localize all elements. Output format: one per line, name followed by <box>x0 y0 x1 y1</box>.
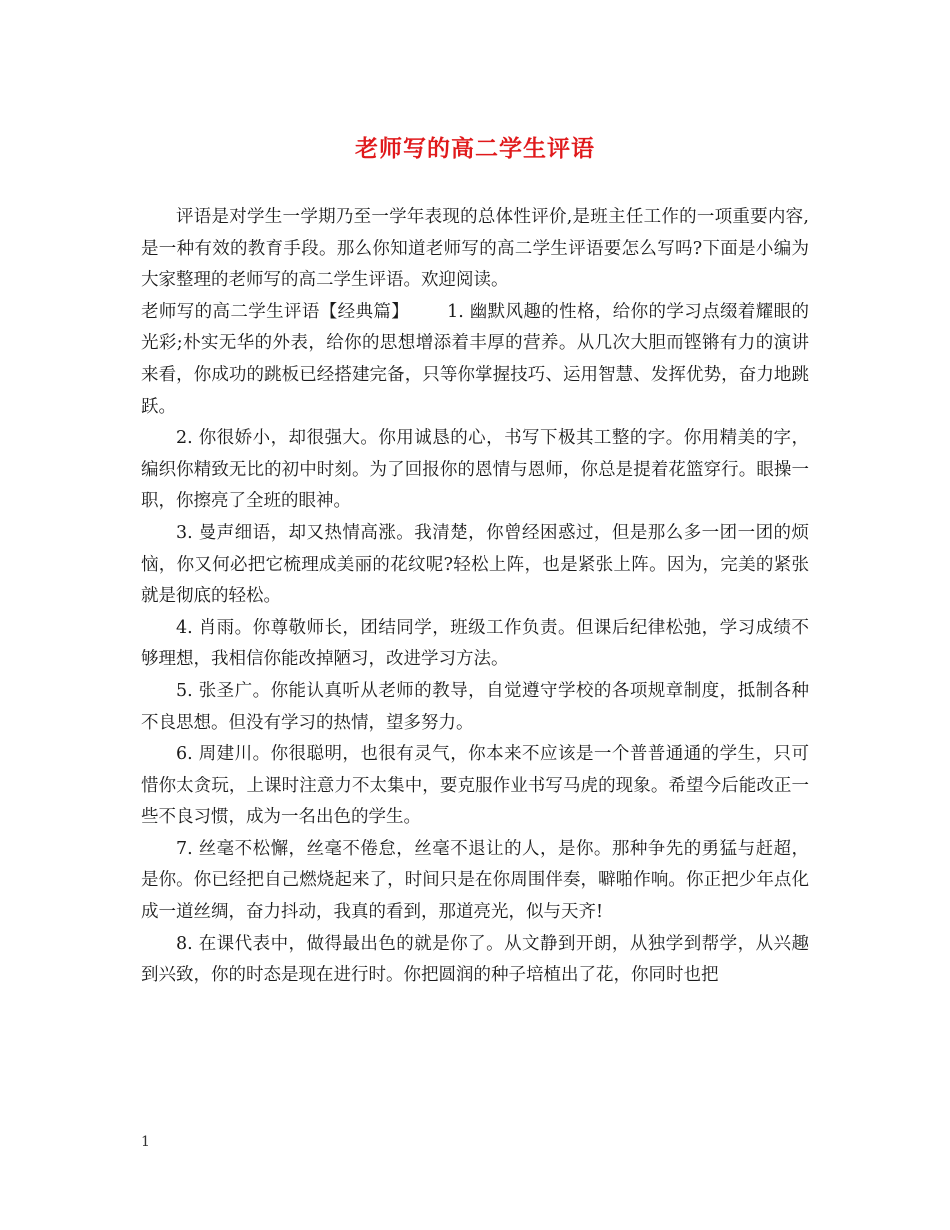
comment-item-5: 5. 张圣广。你能认真听从老师的教导，自觉遵守学校的各项规章制度，抵制各种不良思想。但没有学习的热情，望多努力。 <box>141 680 809 733</box>
comment-item-4: 4. 肖雨。你尊敬师长，团结同学，班级工作负责。但课后纪律松弛，学习成绩不够理想，我相信你能改掉陋习，改进学习方法。 <box>141 617 809 670</box>
section-paragraph <box>141 297 809 423</box>
comment-item-3: 3. 曼声细语，却又热情高涨。我清楚，你曾经困惑过，但是那么多一团一团的烦恼，你又何必把它梳理成美丽的花纹呢?轻松上阵，也是紧张上阵。因为，完美的紧张就是彻底的轻松。 <box>141 522 809 607</box>
document-body <box>141 202 809 992</box>
comment-item-7: 7. 丝毫不松懈，丝毫不倦怠，丝毫不退让的人，是你。那种争先的勇猛与赶超，是你。你已经把自己燃烧起来了，时间只是在你周围伴奏，噼啪作响。你正把少年点化成一道丝绸，奋力抖动，我真的看到，那道亮光，似与天齐! <box>141 838 809 923</box>
comment-item-1: 1. 幽默风趣的性格，给你的学习点缀着耀眼的光彩;朴实无华的外表，给你的思想增添着丰厚的营养。从几次大胆而铿锵有力的演讲来看，你成功的跳板已经搭建完备，只等你掌握技巧、运用智慧、发挥优势，奋力地跳跃。 <box>141 301 809 417</box>
section-heading: 老师写的高二学生评语【经典篇】 <box>141 301 410 322</box>
comment-item-6: 6. 周建川。你很聪明，也很有灵气，你本来不应该是一个普普通通的学生，只可惜你太贪玩，上课时注意力不太集中，要克服作业书写马虎的现象。希望今后能改正一些不良习惯，成为一名出色的学生。 <box>141 744 809 828</box>
comment-item-2: 2. 你很娇小，却很强大。你用诚恳的心，书写下极其工整的字。你用精美的字，编织你精致无比的初中时刻。为了回报你的恩情与恩师，你总是提着花篮穿行。眼操一职，你擦亮了全班的眼神。 <box>141 428 809 512</box>
document-title: 老师写的高二学生评语 <box>355 135 595 162</box>
intro-paragraph: 评语是对学生一学期乃至一学年表现的总体性评价,是班主任工作的一项重要内容,是一种有效的教育手段。那么你知道老师写的高二学生评语要怎么写吗?下面是小编为大家整理的老师写的高二学生评语。欢迎阅读。 <box>141 207 809 291</box>
comment-item-8: 8. 在课代表中，做得最出色的就是你了。从文静到开朗，从独学到帮学，从兴趣到兴致，你的时态是现在进行时。你把圆润的种子培植出了花，你同时也把 <box>141 933 809 986</box>
page-number: 1 <box>141 1134 150 1150</box>
